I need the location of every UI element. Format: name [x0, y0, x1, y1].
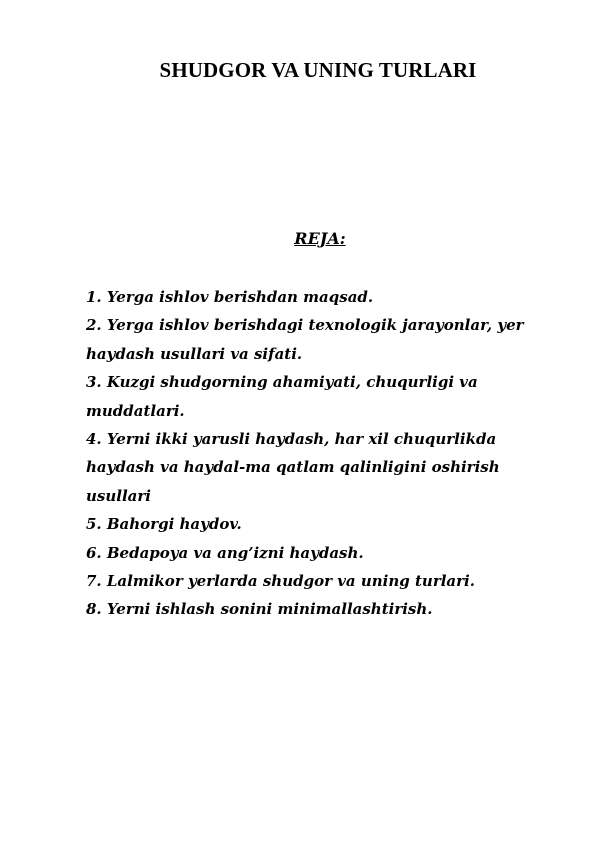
plan-item-6: 6. Bedapoya va ang’izni haydash.: [86, 543, 364, 562]
plan-item-5: 5. Bahorgi haydov.: [86, 515, 242, 534]
document-title: SHUDGOR VA UNING TURLARI: [159, 58, 477, 82]
plan-item-8: 8. Yerni ishlash sonini minimallashtirish.: [86, 600, 433, 619]
plan-list: [86, 283, 546, 624]
plan-item-1: 1. Yerga ishlov berishdan maqsad.: [86, 288, 374, 306]
plan-item-3: 3. Kuzgi shudgorning ahamiyati, chuqurligi va muddatlari.: [86, 373, 478, 420]
plan-heading: REJA:: [294, 229, 346, 248]
plan-item-7: 7. Lalmikor yerlarda shudgor va uning turlari.: [86, 572, 475, 591]
plan-item-2: 2. Yerga ishlov berishdagi texnologik jarayonlar, yer haydash usullari va sifati.: [86, 316, 524, 363]
plan-item-4: 4. Yerni ikki yarusli haydash, har xil chuqurlikda haydash va haydal-ma qatlam qalinligini oshirish usullari: [86, 430, 500, 505]
